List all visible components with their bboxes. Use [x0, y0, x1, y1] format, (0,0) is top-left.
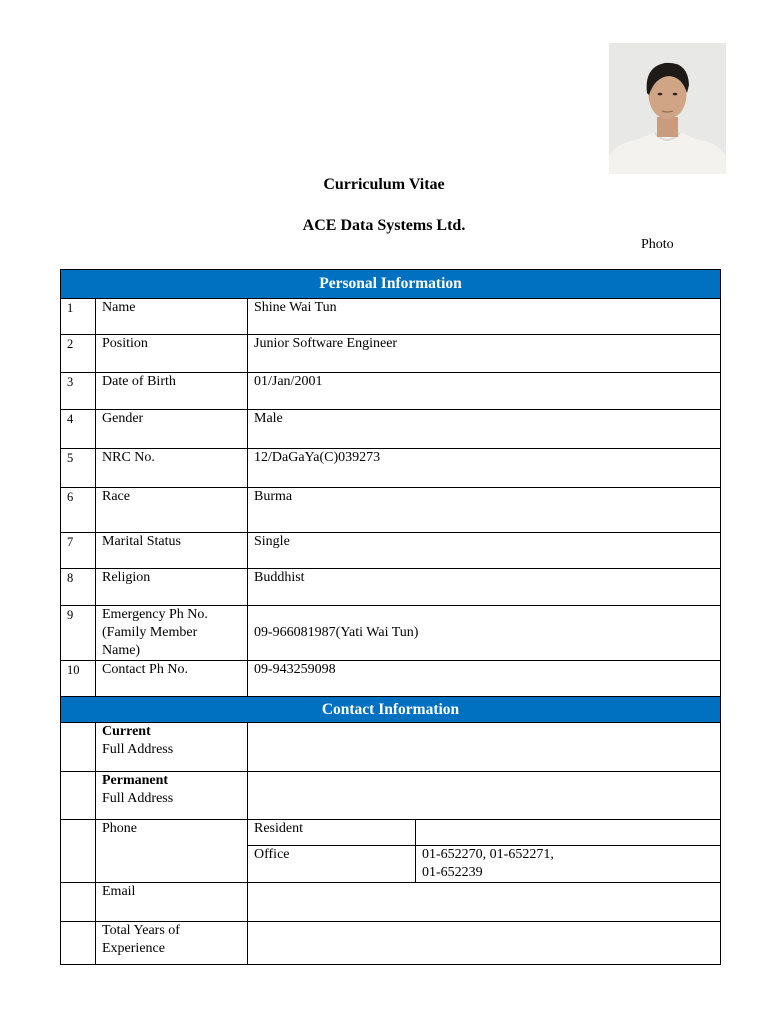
- row-number: 5: [61, 449, 96, 488]
- row-number: 7: [61, 533, 96, 569]
- field-label: Position: [96, 335, 248, 373]
- field-value: 12/DaGaYa(C)039273: [248, 449, 721, 488]
- field-value: Junior Software Engineer: [248, 335, 721, 373]
- row-number: [61, 820, 96, 883]
- row-number: 4: [61, 410, 96, 449]
- phone-value: [416, 820, 721, 846]
- field-value: [248, 883, 721, 922]
- contact-information-header: Contact Information: [61, 697, 721, 723]
- phone-value: [416, 846, 721, 883]
- field-value: Shine Wai Tun: [248, 299, 721, 335]
- field-label: Gender: [96, 410, 248, 449]
- field-label: Name: [96, 299, 248, 335]
- field-value: Burma: [248, 488, 721, 533]
- field-label: Marital Status: [96, 533, 248, 569]
- table-row: [61, 335, 721, 373]
- personal-information-header: Personal Information: [61, 270, 721, 299]
- field-label-line: Experience: [102, 941, 165, 956]
- profile-photo: [609, 43, 726, 174]
- field-value: Buddhist: [248, 569, 721, 606]
- row-number: 10: [61, 661, 96, 697]
- field-label-line: Full Address: [102, 742, 174, 757]
- field-value: Single: [248, 533, 721, 569]
- row-number: [61, 723, 96, 772]
- field-value: [248, 922, 721, 965]
- field-label-line: Emergency Ph No.: [102, 607, 208, 622]
- table-row: [61, 723, 721, 772]
- cv-table: [60, 269, 721, 965]
- field-value: [248, 772, 721, 820]
- table-row: [61, 606, 721, 661]
- row-number: 3: [61, 373, 96, 410]
- photo-caption: Photo: [641, 237, 674, 252]
- field-label: Phone: [96, 820, 248, 883]
- field-value: [248, 723, 721, 772]
- table-row: [61, 533, 721, 569]
- row-number: [61, 883, 96, 922]
- table-row: [61, 883, 721, 922]
- field-label: [96, 606, 248, 661]
- field-label: Race: [96, 488, 248, 533]
- company-name: ACE Data Systems Ltd.: [302, 217, 466, 234]
- table-row: [61, 299, 721, 335]
- field-label: Email: [96, 883, 248, 922]
- row-number: [61, 922, 96, 965]
- table-row: [61, 449, 721, 488]
- row-number: 6: [61, 488, 96, 533]
- table-row: [61, 410, 721, 449]
- row-number: 8: [61, 569, 96, 606]
- table-row: [61, 569, 721, 606]
- field-label: Date of Birth: [96, 373, 248, 410]
- field-label: Contact Ph No.: [96, 661, 248, 697]
- field-label-bold: Permanent: [102, 773, 169, 788]
- phone-type-label: Office: [248, 846, 416, 883]
- field-label: Religion: [96, 569, 248, 606]
- table-row: [61, 488, 721, 533]
- field-value: 09-966081987(Yati Wai Tun): [248, 606, 721, 661]
- phone-type-label: Resident: [248, 820, 416, 846]
- row-number: 2: [61, 335, 96, 373]
- row-number: 1: [61, 299, 96, 335]
- field-value: 01/Jan/2001: [248, 373, 721, 410]
- table-row: [61, 373, 721, 410]
- field-label-bold: Current: [102, 724, 151, 739]
- phone-value-line: 01-652239: [422, 865, 483, 880]
- person-photo-icon: [609, 43, 726, 174]
- field-label-line: Total Years of: [102, 923, 180, 938]
- document-title: Curriculum Vitae: [323, 176, 445, 193]
- field-value: 09-943259098: [248, 661, 721, 697]
- field-label-line: Full Address: [102, 791, 174, 806]
- field-label-line: Name): [102, 643, 141, 658]
- field-label-line: (Family Member: [102, 625, 198, 640]
- field-label: [96, 772, 248, 820]
- table-row: [61, 820, 721, 846]
- row-number: [61, 772, 96, 820]
- field-label: NRC No.: [96, 449, 248, 488]
- table-row: [61, 772, 721, 820]
- phone-value-line: 01-652270, 01-652271,: [422, 847, 554, 862]
- table-row: [61, 922, 721, 965]
- field-value: Male: [248, 410, 721, 449]
- row-number: 9: [61, 606, 96, 661]
- table-row: [61, 661, 721, 697]
- field-label: [96, 723, 248, 772]
- field-label: [96, 922, 248, 965]
